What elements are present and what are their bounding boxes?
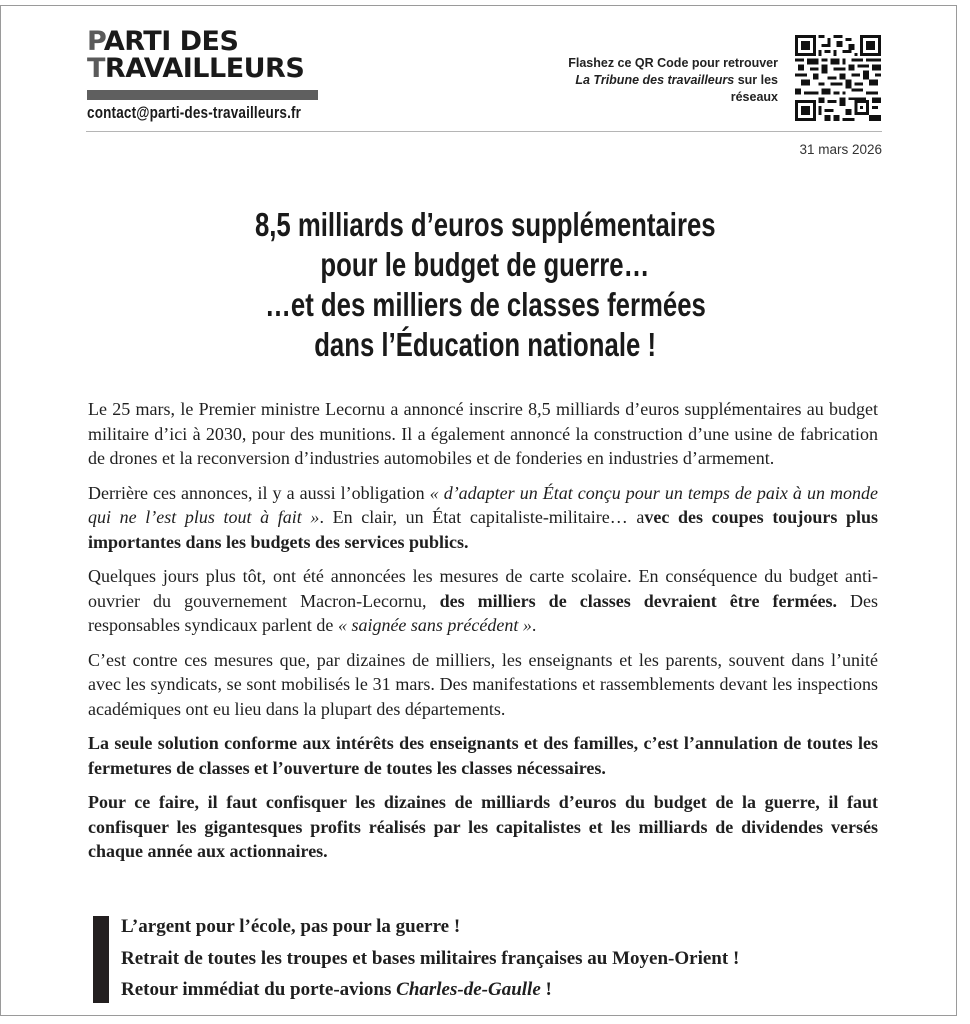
headline-line-1: 8,5 milliards d’euros supplémentaires: [254, 206, 716, 243]
headline-line-2: pour le budget de guerre…: [320, 246, 650, 283]
contact-email-link[interactable]: contact@parti-des-travailleurs.fr: [87, 104, 302, 122]
slogan-1: L’argent pour l’école, pas pour la guerre !: [121, 916, 461, 937]
paragraph-3-text-c: .: [531, 615, 537, 635]
publication-date: 31 mars 2026: [799, 142, 882, 157]
paragraph-1: Le 25 mars, le Premier ministre Lecornu a annoncé inscrire 8,5 milliards d’euros supplémentaires au budget militaire d’ici à 2030, pour des munitions. Il a également annoncé la construction d’une usine de fabrication de drones et la reconversion d’industries automobiles et de fonderies en industries d’armement.: [88, 399, 878, 468]
paragraph-2-text-b: . En clair, un État capitaliste-militaire… a: [319, 507, 645, 527]
slogan-accent-bar: [93, 916, 109, 1003]
qr-caption-text-end: sur les réseaux: [730, 73, 778, 104]
paragraph-6: [88, 790, 878, 864]
logo-line-1: [87, 28, 319, 55]
paragraph-3-text: Quelques jours plus tôt, ont été annoncées les mesures de carte scolaire. En conséquence du budget anti-ouvrier du gouvernement Macron-Lecornu,: [88, 566, 878, 611]
paragraph-2-quote: « d’adapter un État conçu pour un temps de paix à un monde qui ne l’est plus tout à fait »: [88, 482, 878, 527]
logo-line-2: [87, 55, 319, 82]
article-body: [88, 397, 878, 874]
paragraph-3: [88, 564, 878, 638]
party-logo: [87, 28, 319, 82]
logo-initial-p: P: [87, 26, 104, 57]
header-divider: [86, 131, 882, 132]
qr-caption: [558, 55, 778, 106]
slogan-3-text: Retour immédiat du porte-avions: [121, 979, 397, 1000]
paragraph-5: [88, 731, 878, 780]
logo-initial-t: T: [87, 53, 105, 84]
paragraph-3-text-b: Des responsables syndicaux parlent de: [88, 590, 878, 635]
logo-text-1: ARTI DES: [103, 26, 239, 57]
slogan-3-ship-name: Charles-de-Gaulle: [396, 979, 541, 1000]
headline-line-3: …et des milliers de classes fermées: [264, 286, 706, 323]
paragraph-3-quote: « saignée sans précédent »: [337, 615, 532, 635]
paragraph-2-bold: vec des coupes toujours plus importantes dans les budgets des services publics.: [88, 507, 878, 552]
logo-text-2: RAVAILLEURS: [104, 53, 305, 84]
logo-underline-bar: [87, 90, 318, 100]
paragraph-6-bold: Pour ce faire, il faut confisquer les dizaines de milliards d’euros du budget de la guerre, il faut confisquer les gigantesques profits réalisés par les capitalistes et les milliards de dividendes versés chaque année aux actionnaires.: [88, 792, 878, 861]
paragraph-2-text: Derrière ces annonces, il y a aussi l’obligation: [88, 482, 430, 503]
paragraph-3-bold: des milliers de classes devraient être fermées.: [439, 590, 837, 611]
headline: [0, 205, 970, 365]
slogan-2: Retrait de toutes les troupes et bases militaires françaises au Moyen-Orient !: [121, 947, 740, 969]
slogans: [121, 911, 921, 1006]
qr-caption-publication: La Tribune des travailleurs: [575, 73, 735, 87]
paragraph-5-bold: La seule solution conforme aux intérêts des enseignants et des familles, c’est l’annulation de toutes les fermetures de classes et l’ouverture de toutes les classes nécessaires.: [88, 733, 878, 778]
headline-line-4: dans l’Éducation nationale !: [314, 326, 656, 363]
qr-caption-text: Flashez ce QR Code pour retrouver: [568, 56, 778, 70]
slogan-3: [121, 974, 921, 1006]
slogan-3-end: !: [540, 979, 552, 1000]
paragraph-4: C’est contre ces mesures que, par dizaines de milliers, les enseignants et les parents, souvent dans l’unité avec les syndicats, se sont mobilisés le 31 mars. Des manifestations et rassemblements devant les inspections académiques ont eu lieu dans la plupart des départements.: [88, 649, 878, 719]
paragraph-2: [88, 481, 878, 555]
qr-code-icon[interactable]: [795, 35, 881, 121]
